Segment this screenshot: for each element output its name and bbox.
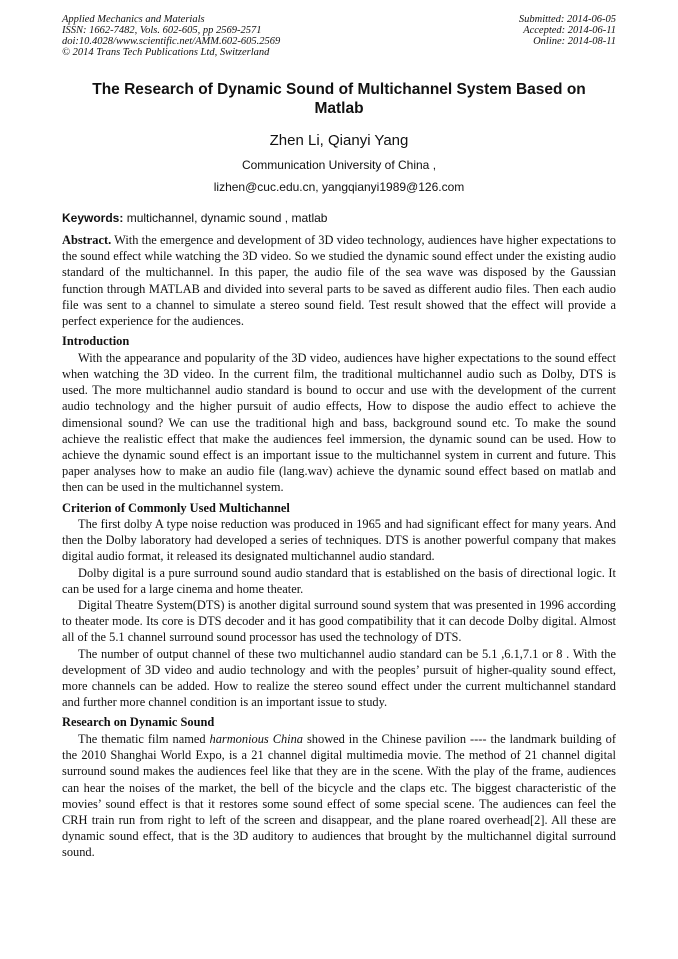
keywords-text: multichannel, dynamic sound , matlab (123, 211, 328, 225)
criterion-paragraph-2: Dolby digital is a pure surround sound audio standard that is established on the basis of directional logic. It can be used for a large cinema and home theater. (62, 565, 616, 596)
criterion-section (62, 516, 616, 710)
journal-name: Applied Mechanics and Materials (62, 14, 205, 25)
dynamic-text-start: The thematic film named (78, 731, 210, 746)
dynamic-sound-section (62, 731, 616, 861)
introduction-paragraph: With the appearance and popularity of the 3D video, audiences have higher expectations to the sound effect when watching the 3D video. In the current film, the traditional multichannel audio such as Dolby, DTS is used. The more multichannel audio standard is bound to occur and use with the development of the current audio technology and the higher pursuit of audio effects, How to dispose the audio effect to achieve the dimensional sound? We can use the traditional high and bass, background sound etc. To make the sound achieve the realistic effect that make the audiences feel immersion, the dynamic sound can be used. How to achieve the dynamic sound effect is an important issue to the multichannel system in current and future. This paper analyses how to make an audio file (lang.wav) achieve the dynamic sound effect based on matlab and then can be used in the multichannel system. (62, 350, 616, 495)
paper-authors: Zhen Li, Qianyi Yang (269, 132, 409, 149)
paper-title: The Research of Dynamic Sound of Multichannel System Based on Matlab (92, 81, 586, 117)
section-heading-introduction: Introduction (62, 334, 130, 349)
journal-header (62, 14, 616, 58)
accepted-date: Accepted: 2014-06-11 (523, 25, 616, 36)
author-affiliation: Communication University of China , (241, 158, 437, 172)
submitted-date: Submitted: 2014-06-05 (518, 14, 616, 25)
criterion-paragraph-4: The number of output channel of these two multichannel audio standard can be 5.1 ,6.1,7.1 or 8 . With the development of 3D video and audio technology and with the peoples’ pursuit of higher-quality sound effect, more channels can be added. How to realize the stereo sound effect under the current multichannel standard and further more channel condition is an important issue to study. (62, 646, 616, 710)
abstract-text: With the emergence and development of 3D video technology, audiences have higher expectations to the sound effect while watching the 3D video. So we studied the dynamic sound effect under the existing audio standard of the multichannel. In this paper, the audio file of the sea wave was disposed by the Gaussian function through MATLAB and divided into several parts to be saved as different audio files. Then each audio file was sent to a channel to simulate a stereo sound field. Test result showed that the effect will provide a perfect experience for the audiences. (62, 233, 616, 329)
publication-dates (519, 14, 616, 58)
dynamic-text-rest: showed in the Chinese pavilion ---- the landmark building of the 2010 Shanghai World Expo, is a 21 channel digital multimedia movie. The method of 21 channel digital surround sound makes the audiences feel like that they are in the scene. With the play of the frame, audiences can hear the noises of the market, the bell of the bicycle and the claps etc. The biggest characteristic of the movies’ sound effect is that it restores some sound effect of some special scene. The audiences can feel the CRH train run from right to left of the screen and disappear, and the plane roared overhead[2]. All these are dynamic sound effect, that is the 3D auditory to audiences that brought by the multichannel digital surround sound. (62, 731, 616, 860)
dynamic-sound-paragraph (62, 731, 616, 861)
keywords (62, 211, 616, 226)
journal-info (62, 14, 280, 58)
abstract-label: Abstract. (62, 233, 112, 247)
author-emails: lizhen@cuc.edu.cn, yangqianyi1989@126.com (213, 180, 465, 194)
criterion-paragraph-3: Digital Theatre System(DTS) is another digital surround sound system that was presented in 1996 according to theater mode. Its core is DTS decoder and it has good compatibility that it can decode Dolby digital. Almost all of the 5.1 channel surround sound processor has used the technology of DTS. (62, 598, 616, 645)
journal-doi: doi:10.4028/www.scientific.net/AMM.602-605.2569 (62, 36, 281, 47)
film-title: harmonious China (209, 731, 303, 746)
criterion-paragraph-1: The first dolby A type noise reduction was produced in 1965 and had significant effect for many years. And then the Dolby laboratory had developed a series of techniques. DTS is another powerful company that makes digital audio format, it released its designated multichannel audio standard. (62, 517, 616, 564)
section-heading-criterion: Criterion of Commonly Used Multichannel (62, 500, 290, 515)
keywords-label: Keywords: (62, 211, 124, 225)
introduction-section (62, 350, 616, 496)
online-date: Online: 2014-08-11 (533, 36, 616, 47)
section-heading-dynamic-sound: Research on Dynamic Sound (62, 715, 215, 730)
journal-copyright: © 2014 Trans Tech Publications Ltd, Switzerland (62, 47, 270, 58)
abstract (62, 232, 616, 329)
journal-issn: ISSN: 1662-7482, Vols. 602-605, pp 2569-2571 (62, 25, 262, 36)
